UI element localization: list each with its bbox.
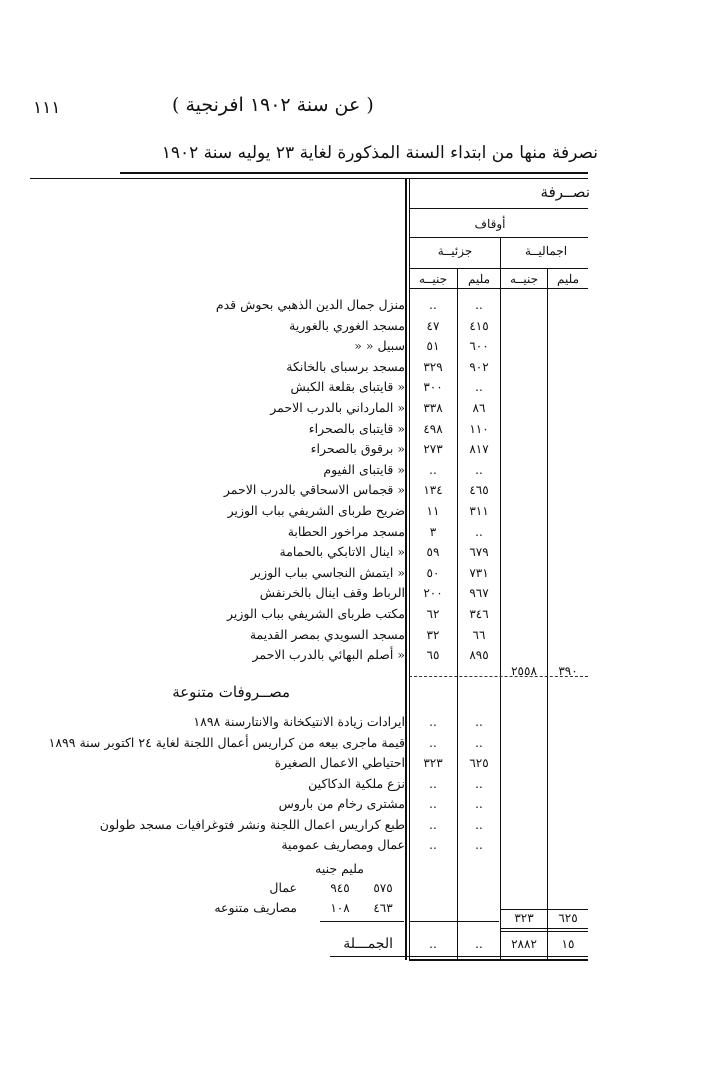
col-guineh-partial: جنيــه: [418, 272, 448, 286]
row-millim: ٦٦: [472, 627, 486, 642]
row-guineh: ٣٢٣: [423, 756, 443, 770]
row-label: مكتب طرباى الشريفي بباب الوزير: [227, 606, 405, 621]
row-guineh: ٤٩٨: [423, 421, 443, 436]
row-label: مسجد مراخور الحطابة: [287, 523, 405, 539]
col-divider-2: [500, 238, 501, 960]
row-guineh: ٣: [429, 524, 437, 539]
row-millim: ٦٠٠: [469, 339, 489, 354]
grand-partial-guineh: ..: [429, 937, 437, 951]
row-millim: ..: [475, 838, 483, 852]
row-guineh: ٥١: [426, 339, 440, 354]
row-guineh: ١١: [426, 504, 440, 518]
row-label: ايرادات زيادة الانتيكخانة والانتارسنة ١٨٩٨: [193, 714, 405, 729]
row-label: عمال ومصاريف عمومية: [281, 837, 405, 852]
col-divider-3: [547, 268, 548, 960]
row-label: « ايتمش النجاسي بباب الوزير: [250, 564, 405, 580]
grand-partial-millim: ..: [475, 937, 483, 951]
row-guineh: ..: [429, 838, 437, 852]
subtotal-millim: ٣٩٠: [558, 664, 578, 678]
row-label: « قايتباى الفيوم: [323, 461, 405, 477]
misc-total-rule-partial: [409, 921, 499, 922]
misc-total-rule: [501, 909, 588, 910]
bottom-rule-1: [330, 956, 588, 957]
row-millim: ٣٤٦: [469, 607, 489, 621]
row-millim: ..: [475, 715, 483, 729]
row-millim: ..: [475, 776, 483, 791]
row-guineh: ..: [429, 462, 437, 477]
grand-total-millim: ١٥: [561, 937, 575, 951]
bottom-rule-2: [409, 959, 588, 961]
breakdown-label: مصاريف متنوعه: [214, 900, 297, 915]
col-millim-total: مليم: [556, 272, 579, 286]
row-label: « قايتباى بالصحراء: [308, 420, 405, 436]
header-rule-1: [409, 208, 588, 209]
breakdown-guineh: ١٠٨: [330, 901, 350, 915]
row-millim: ٨٦: [472, 401, 486, 415]
header-rule-3: [409, 268, 588, 269]
row-guineh: ٦٥: [426, 648, 440, 663]
row-label: « قجماس الاسحاقي بالدرب الاحمر: [223, 482, 405, 498]
row-label: مسجد برسباى بالخانكة: [286, 358, 405, 374]
row-label: سبيل « «: [354, 338, 405, 354]
row-guineh: ٥٩: [426, 545, 440, 560]
section-title: نصــرفة: [540, 183, 590, 201]
breakdown-guineh: ٩٤٥: [330, 881, 350, 895]
table-left-border: [405, 178, 407, 960]
page-title: نصرفة منها من ابتداء السنة المذكورة لغاية ٢٣ يوليه سنة ١٩٠٢: [161, 143, 598, 163]
misc-total-guineh: ٣٢٣: [514, 911, 534, 925]
row-millim: ٩٠٢: [469, 359, 489, 374]
row-millim: ..: [475, 735, 483, 750]
col-millim-partial: مليم: [467, 272, 490, 286]
row-label: مسجد السويدي بمصر القديمة: [249, 626, 405, 642]
row-label: منزل جمال الدين الذهبي بحوش قدم: [215, 297, 405, 312]
row-guineh: ٣٠٠: [423, 380, 443, 395]
row-millim: ٤٦٥: [469, 483, 489, 498]
header-rule-2: [409, 237, 588, 238]
breakdown-rule: [320, 921, 404, 922]
grand-total-guineh: ٢٨٨٢: [511, 937, 537, 951]
row-millim: ٧٣١: [469, 565, 489, 580]
row-millim: ٣١١: [469, 504, 489, 518]
row-guineh: ٦٢: [426, 607, 440, 621]
row-guineh: ٢٧٣: [423, 442, 443, 457]
subtotal-guineh: ٢٥٥٨: [511, 664, 537, 678]
row-guineh: ١٣٤: [423, 483, 443, 498]
row-guineh: ٤٧: [426, 318, 440, 333]
row-label: ضريح طرباى الشريفي بباب الوزير: [227, 503, 405, 518]
row-millim: ..: [475, 380, 483, 395]
grand-rule-1: [501, 928, 588, 929]
row-label: نزع ملكية الدكاكين: [308, 775, 405, 791]
row-millim: ..: [475, 797, 483, 811]
row-guineh: ٢٠٠: [423, 586, 443, 601]
top-rule: [120, 172, 588, 174]
header-rule-4: [409, 288, 588, 289]
row-guineh: ..: [429, 817, 437, 832]
row-label: قيمة ماجرى بيعه من كراريس أعمال اللجنة لغاية ٢٤ اكتوبر سنة ١٨٩٩: [48, 734, 405, 750]
row-guineh: ..: [429, 715, 437, 729]
page-number: ١١١: [33, 98, 61, 118]
row-label: مشترى رخام من باروس: [278, 796, 405, 811]
row-label: « اينال الاتابكي بالحمامة: [279, 544, 405, 560]
col-guineh-total: جنيــه: [509, 272, 539, 286]
breakdown-millim: ٤٦٣: [373, 901, 393, 915]
row-millim: ٨٩٥: [469, 648, 489, 663]
row-label: « المارداني بالدرب الاحمر: [270, 400, 405, 415]
row-guineh: ٣٢: [426, 627, 440, 642]
row-label: مسجد الغوري بالغورية: [289, 317, 405, 333]
sub-total-header: اجماليــة: [524, 244, 568, 258]
row-label: طبع كراريس اعمال اللجنة ونشر فتوغرافيات مسجد طولون: [99, 816, 405, 832]
row-guineh: ٣٣٨: [423, 401, 443, 415]
row-millim: ..: [475, 817, 483, 832]
row-millim: ..: [475, 462, 483, 477]
row-label: احتياطي الاعمال الصغيرة: [274, 755, 405, 770]
row-label: « برقوق بالصحراء: [310, 441, 405, 457]
grand-total-label: الجمـــلة: [343, 936, 393, 952]
sub-partial-header: جزئيــة: [437, 244, 473, 258]
row-guineh: ..: [429, 797, 437, 811]
group-title: أوقاف: [474, 217, 506, 231]
breakdown-label: عمال: [269, 880, 297, 895]
row-label: « أصلم البهائي بالدرب الاحمر: [252, 647, 405, 663]
row-millim: ٨١٧: [469, 442, 489, 457]
misc-total-millim: ٦٢٥: [558, 911, 578, 925]
row-guineh: ٣٢٩: [423, 359, 443, 374]
row-millim: ..: [475, 298, 483, 312]
row-label: الرباط وقف اينال بالخرنفش: [259, 585, 405, 601]
top-rule-2: [30, 178, 588, 179]
row-label: « قايتباى بقلعة الكبش: [290, 379, 405, 395]
row-guineh: ..: [429, 298, 437, 312]
row-millim: ٤١٥: [469, 318, 489, 333]
breakdown-header: مليم جنيه: [315, 861, 364, 876]
row-millim: ٩٦٧: [469, 586, 489, 601]
row-guineh: ..: [429, 776, 437, 791]
row-millim: ٦٧٩: [469, 545, 489, 560]
row-guineh: ٥٠: [426, 565, 440, 580]
row-millim: ١١٠: [469, 421, 489, 436]
grand-rule-2: [501, 931, 588, 932]
running-header: ( عن سنة ١٩٠٢ افرنجية ): [172, 94, 374, 116]
breakdown-millim: ٥٧٥: [373, 881, 393, 895]
row-millim: ..: [475, 524, 483, 539]
misc-section-title: مصــروفات متنوعة: [172, 683, 290, 701]
row-guineh: ..: [429, 735, 437, 750]
row-millim: ٦٢٥: [469, 756, 489, 770]
